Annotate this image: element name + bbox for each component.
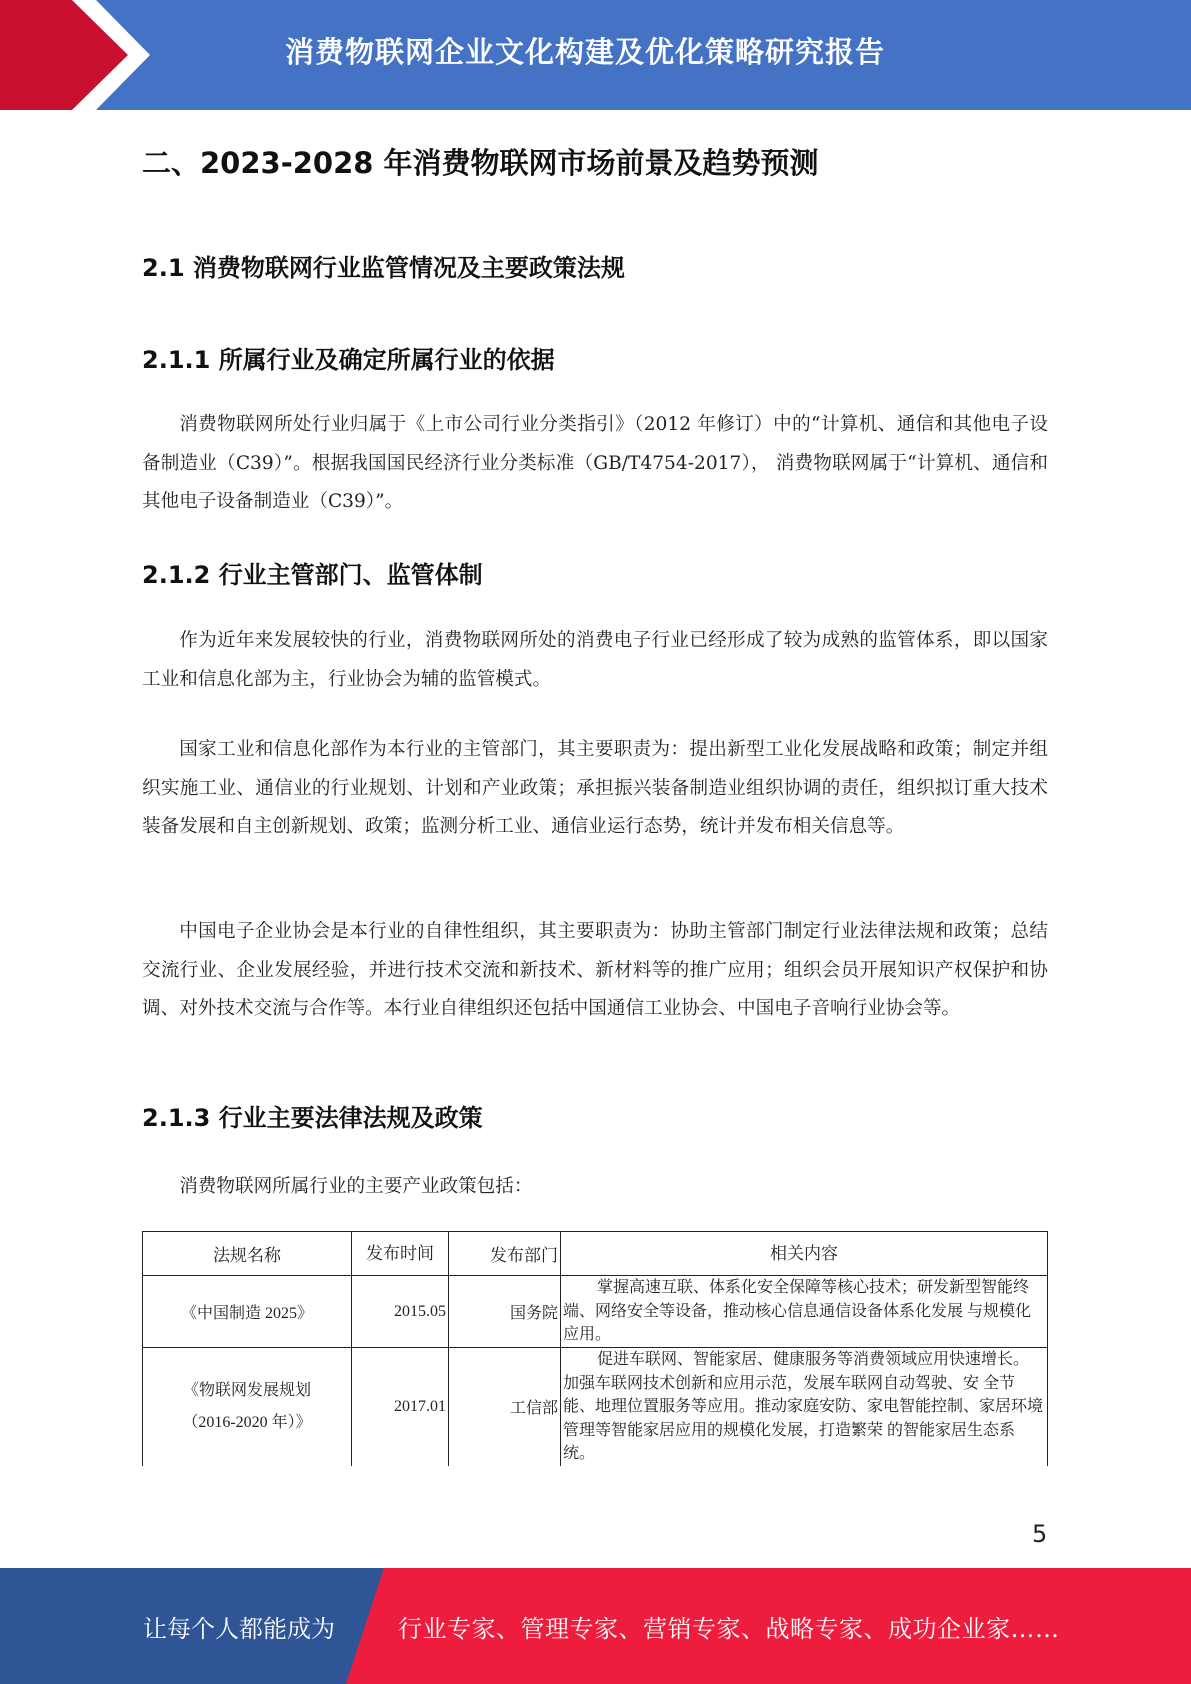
policy-table xyxy=(142,1231,1048,1467)
section-title: 二、2023-2028 年消费物联网市场前景及趋势预测 xyxy=(142,146,819,180)
paragraph-policy-intro: 消费物联网所属行业的主要产业政策包括： xyxy=(179,1176,533,1197)
header-cell-content: 相关内容 xyxy=(561,1232,1048,1276)
cell-content xyxy=(561,1276,1048,1348)
cell-date: 2017.01 xyxy=(352,1348,449,1467)
paragraph-regulatory-system: 作为近年来发展较快的行业，消费物联网所处的消费电子行业已经形成了较为成熟的监管体系，即以国家工业和信息化部为主，行业协会为辅的监管模式。 xyxy=(142,630,1048,690)
cell-content xyxy=(561,1348,1048,1467)
header-title: 消费物联网企业文化构建及优化策略研究报告 xyxy=(285,35,886,69)
footer-slogan-right: 行业专家、管理专家、营销专家、战略专家、成功企业家…… xyxy=(398,1615,1060,1643)
subsection-2-1-title: 2.1 消费物联网行业监管情况及主要政策法规 xyxy=(142,254,625,282)
content-text: 掌握高速互联、体系化安全保障等核心技术；研发新型智能终端、网络安全等设备，推动核心信息通信设备体系化发展 与规模化应用。 xyxy=(563,1279,1032,1344)
cell-dept: 工信部 xyxy=(449,1348,561,1467)
subsection-2-1-1-title: 2.1.1 所属行业及确定所属行业的依据 xyxy=(142,346,555,374)
page-header xyxy=(0,0,1191,110)
law-name-text: 《中国制造 2025》 xyxy=(180,1305,313,1322)
table-row xyxy=(143,1276,1048,1348)
law-name-text: 《物联网发展规划 xyxy=(182,1381,311,1399)
paragraph-association-duties: 中国电子企业协会是本行业的自律性组织，其主要职责为：协助主管部门制定行业法律法规和政策；总结交流行业、企业发展经验，并进行技术交流和新技术、新材料等的推广应用；组织会员开展知识产权保护和协调、对外技术交流与合作等。本行业自律组织还包括中国通信工业协会、中国电子音响行业协会等。 xyxy=(142,921,1048,1019)
table-row xyxy=(143,1348,1048,1467)
subsection-2-1-3-title: 2.1.3 行业主要法律法规及政策 xyxy=(142,1104,483,1132)
cell-date: 2015.05 xyxy=(352,1276,449,1348)
paragraph-industry-classification: 消费物联网所处行业归属于《上市公司行业分类指引》（2012 年修订）中的“计算机、通信和其他电子设备制造业（C39）”。根据我国国民经济行业分类标准（GB/T4754-2017）， 消费物联网属于“计算机、通信和其他电子设备制造业（C39）”。 xyxy=(142,414,1048,512)
cell-law-name xyxy=(143,1276,352,1348)
cell-law-name xyxy=(143,1348,352,1467)
page-footer xyxy=(0,1568,1191,1684)
footer-slogan-left: 让每个人都能成为 xyxy=(143,1615,335,1643)
header-cell-date: 发布时间 xyxy=(352,1232,449,1276)
header-cell-name: 法规名称 xyxy=(143,1232,352,1276)
subsection-2-1-2-title: 2.1.2 行业主管部门、监管体制 xyxy=(142,561,483,589)
content-text: 促进车联网、智能家居、健康服务等消费领域应用快速增长。 加强车联网技术创新和应用示范，发展车联网自动驾驶、安 全节能、地理位置服务等应用。推动家庭安防、家电智能控制、家居环境管理等智能家居应用的规模化发展，打造繁荣 的智能家居生态系统。 xyxy=(563,1351,1044,1462)
law-name-text-line2: （2016-2020 年）》 xyxy=(182,1413,312,1431)
page-number: 5 xyxy=(1032,1520,1048,1548)
paragraph-miit-duties: 国家工业和信息化部作为本行业的主管部门，其主要职责为：提出新型工业化发展战略和政策；制定并组织实施工业、通信业的行业规划、计划和产业政策；承担振兴装备制造业组织协调的责任，组织拟订重大技术装备发展和自主创新规划、政策；监测分析工业、通信业运行态势，统计并发布相关信息等。 xyxy=(142,739,1048,837)
cell-dept: 国务院 xyxy=(449,1276,561,1348)
header-cell-dept: 发布部门 xyxy=(449,1232,561,1276)
table-page-cut xyxy=(140,1466,1052,1486)
table-header-row xyxy=(143,1232,1048,1276)
